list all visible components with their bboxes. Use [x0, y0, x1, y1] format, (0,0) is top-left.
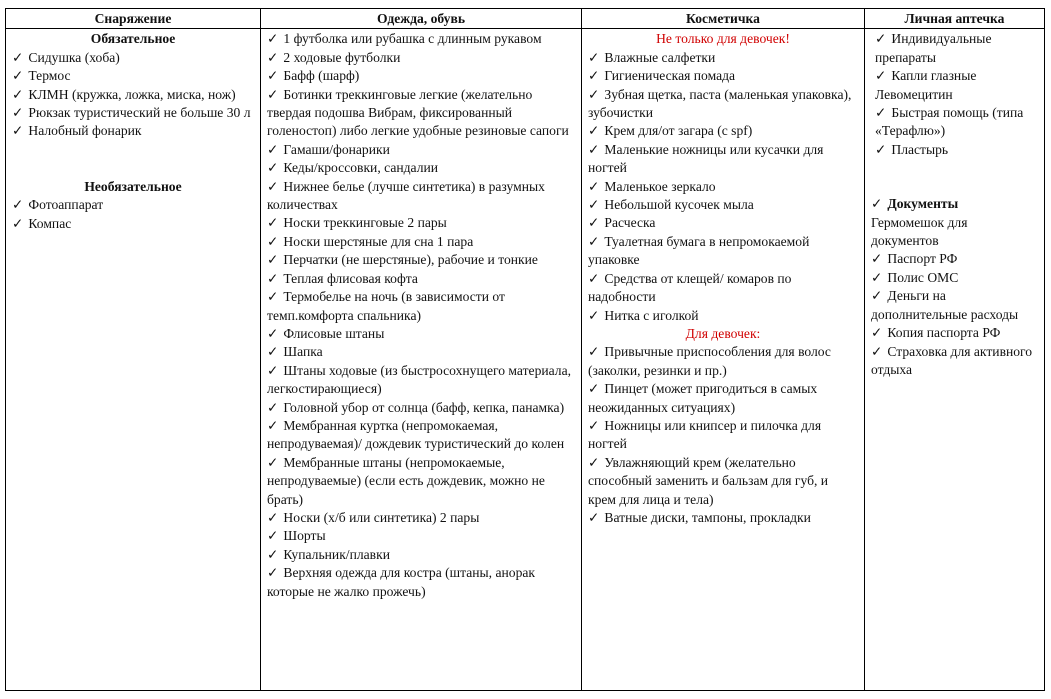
page [5, 8, 1045, 691]
check-icon: ✓ [12, 105, 24, 121]
optional-list [12, 196, 254, 233]
list-item [588, 509, 858, 527]
first-aid-cell [865, 29, 1045, 691]
required-subtitle: Обязательное [90, 31, 176, 47]
list-item [588, 214, 858, 232]
documents-title-row [871, 195, 1038, 213]
list-item-text: Влажные салфетки [604, 49, 716, 65]
check-icon: ✓ [12, 215, 24, 231]
list-item [875, 104, 1038, 141]
documents-intro: Гермомешок для документов [871, 214, 968, 249]
check-icon: ✓ [875, 68, 887, 84]
list-item-text: Мембранные штаны (непромокаемые, непродуваемые) (если есть дождевик, можно не брать) [267, 454, 545, 507]
check-icon: ✓ [875, 31, 887, 47]
check-icon: ✓ [588, 233, 600, 249]
check-icon: ✓ [267, 565, 279, 581]
required-list [12, 49, 254, 141]
list-item [267, 30, 575, 48]
check-icon: ✓ [12, 49, 24, 65]
list-item [267, 417, 575, 454]
check-icon: ✓ [267, 344, 279, 360]
list-item-text: Страховка для активного отдыха [871, 343, 1033, 377]
list-item-text: Компас [28, 215, 72, 231]
content-row [6, 29, 1045, 691]
list-item-text: Головной убор от солнца (бафф, кепка, панамка) [283, 399, 565, 415]
list-item [267, 325, 575, 343]
list-item [875, 141, 1038, 159]
check-icon: ✓ [871, 288, 883, 304]
list-item [267, 159, 575, 177]
list-item-text: Носки треккинговые 2 пары [283, 215, 447, 231]
list-item [871, 269, 1038, 287]
check-icon: ✓ [588, 197, 600, 213]
check-icon: ✓ [588, 270, 600, 286]
check-icon: ✓ [267, 528, 279, 544]
header-cosmetics: Косметичка [582, 9, 865, 29]
list-item-text: Пинцет (может пригодиться в самых неожиданных ситуациях) [588, 381, 818, 415]
list-item [588, 270, 858, 307]
list-item [12, 104, 254, 122]
list-item [267, 251, 575, 269]
list-item [588, 196, 858, 214]
cosmetics-common-list [588, 49, 858, 325]
list-item-text: Штаны ходовые (из быстросохнущего материала, легкостирающиеся) [267, 362, 572, 397]
check-icon: ✓ [267, 270, 279, 286]
header-clothing: Одежда, обувь [261, 9, 582, 29]
list-item [871, 250, 1038, 268]
list-item [267, 49, 575, 67]
cosmetics-cell [582, 29, 865, 691]
check-icon: ✓ [267, 252, 279, 268]
list-item-text: Увлажняющий крем (желательно способный заменить и бальзам для губ, и крем для лица и тела) [588, 454, 829, 507]
list-item-text: Налобный фонарик [28, 123, 142, 139]
list-item-text: Носки (х/б или синтетика) 2 пары [283, 509, 480, 525]
header-row [6, 9, 1045, 29]
check-icon: ✓ [588, 141, 600, 157]
list-item [871, 324, 1038, 342]
list-item-text: Деньги на дополнительные расходы [871, 288, 1019, 322]
list-item [588, 307, 858, 325]
list-item-text: Средства от клещей/ комаров по надобности [588, 270, 792, 305]
not-only-girls-subtitle: Не только для девочек! [656, 31, 790, 47]
cosmetics-girls-list [588, 343, 858, 527]
check-icon: ✓ [12, 123, 24, 139]
list-item-text: Термобелье на ночь (в зависимости от темп.комфорта спальника) [267, 289, 505, 323]
first-aid-list [871, 30, 1038, 159]
clothing-cell [261, 29, 582, 691]
check-icon: ✓ [267, 49, 279, 65]
check-icon: ✓ [588, 381, 600, 397]
list-item-text: Шорты [283, 528, 326, 544]
list-item-text: Бафф (шарф) [283, 68, 360, 84]
list-item-text: Гигиеническая помада [604, 68, 736, 84]
header-equipment: Снаряжение [6, 9, 261, 29]
header-first-aid: Личная аптечка [865, 9, 1045, 29]
list-item [12, 122, 254, 140]
check-icon: ✓ [267, 215, 279, 231]
list-item [588, 454, 858, 509]
list-item-text: 2 ходовые футболки [283, 49, 401, 65]
check-icon: ✓ [875, 105, 887, 121]
list-item [267, 86, 575, 141]
check-icon: ✓ [588, 86, 600, 102]
list-item-text: Капли глазные Левомецитин [875, 68, 977, 102]
list-item-text: Туалетная бумага в непромокаемой упаковке [588, 233, 810, 268]
list-item-text: Маленькие ножницы или кусачки для ногтей [588, 141, 824, 176]
list-item [267, 178, 575, 215]
optional-subtitle: Необязательное [84, 178, 182, 194]
list-item [267, 214, 575, 232]
list-item [267, 343, 575, 361]
list-item-text: Флисовые штаны [283, 325, 385, 341]
list-item-text: КЛМН (кружка, ложка, миска, нож) [28, 86, 236, 102]
list-item [588, 49, 858, 67]
list-item [267, 270, 575, 288]
check-icon: ✓ [267, 141, 279, 157]
list-item [267, 564, 575, 601]
list-item-text: Привычные приспособления для волос (заколки, резинки и пр.) [588, 344, 831, 378]
list-item-text: Расческа [604, 215, 656, 231]
check-icon: ✓ [871, 251, 883, 267]
list-item-text: Полис ОМС [887, 269, 959, 285]
equipment-cell [6, 29, 261, 691]
check-icon: ✓ [12, 197, 24, 213]
list-item-text: Кеды/кроссовки, сандалии [283, 160, 439, 176]
spacer [12, 141, 254, 178]
list-item-text: Перчатки (не шерстяные), рабочие и тонкие [283, 252, 538, 268]
list-item-text: Термос [28, 68, 71, 84]
list-item [875, 67, 1038, 104]
check-icon: ✓ [871, 196, 883, 212]
list-item [871, 343, 1038, 380]
check-icon: ✓ [588, 123, 600, 139]
list-item [588, 86, 858, 123]
list-item [12, 196, 254, 214]
check-icon: ✓ [267, 399, 279, 415]
list-item-text: Индивидуальные препараты [875, 31, 992, 65]
check-icon: ✓ [588, 417, 600, 433]
list-item-text: 1 футболка или рубашка с длинным рукавом [283, 31, 542, 47]
list-item [267, 454, 575, 509]
list-item [12, 215, 254, 233]
check-icon: ✓ [12, 86, 24, 102]
check-icon: ✓ [267, 233, 279, 249]
list-item-text: Зубная щетка, паста (маленькая упаковка), зубочистки [588, 86, 852, 121]
list-item [267, 233, 575, 251]
check-icon: ✓ [871, 269, 883, 285]
check-icon: ✓ [267, 86, 279, 102]
check-icon: ✓ [871, 325, 883, 341]
list-item-text: Нижнее белье (лучше синтетика) в разумных количествах [267, 178, 545, 213]
list-item-text: Копия паспорта РФ [887, 325, 1001, 341]
check-icon: ✓ [267, 68, 279, 84]
check-icon: ✓ [267, 160, 279, 176]
list-item [871, 287, 1038, 324]
check-icon: ✓ [588, 68, 600, 84]
check-icon: ✓ [588, 344, 600, 360]
list-item [12, 67, 254, 85]
list-item-text: Верхняя одежда для костра (штаны, анорак которые не жалко прожечь) [267, 565, 536, 599]
list-item [588, 67, 858, 85]
list-item [12, 86, 254, 104]
check-icon: ✓ [588, 49, 600, 65]
list-item-text: Сидушка (хоба) [28, 49, 120, 65]
documents-title: Документы [887, 196, 959, 212]
list-item [267, 288, 575, 325]
check-icon: ✓ [12, 68, 24, 84]
spacer [871, 159, 1038, 195]
list-item-text: Рюкзак туристический не больше 30 л [28, 105, 251, 121]
list-item [588, 122, 858, 140]
check-icon: ✓ [267, 454, 279, 470]
check-icon: ✓ [875, 141, 887, 157]
check-icon: ✓ [267, 178, 279, 194]
check-icon: ✓ [588, 307, 600, 323]
list-item [588, 380, 858, 417]
check-icon: ✓ [267, 417, 279, 433]
check-icon: ✓ [267, 325, 279, 341]
list-item [267, 362, 575, 399]
check-icon: ✓ [588, 509, 600, 525]
list-item [588, 178, 858, 196]
list-item [267, 527, 575, 545]
list-item [267, 141, 575, 159]
list-item-text: Ботинки треккинговые легкие (желательно твердая подошва Вибрам, фиксированный голеностоп) либо легкие удобные резиновые сапоги [267, 86, 569, 139]
list-item [588, 141, 858, 178]
check-icon: ✓ [267, 289, 279, 305]
documents-list [871, 250, 1038, 379]
list-item [267, 546, 575, 564]
list-item-text: Быстрая помощь (типа «Терафлю») [875, 105, 1024, 139]
list-item-text: Гамаши/фонарики [283, 141, 390, 157]
list-item [12, 49, 254, 67]
list-item-text: Маленькое зеркало [604, 178, 716, 194]
list-item-text: Шапка [283, 344, 323, 360]
list-item-text: Крем для/от загара (с spf) [604, 123, 753, 139]
list-item-text: Ножницы или книпсер и пилочка для ногтей [588, 417, 822, 452]
list-item-text: Небольшой кусочек мыла [604, 197, 754, 213]
list-item-text: Пластырь [891, 141, 949, 157]
clothing-list [267, 30, 575, 601]
list-item [588, 343, 858, 380]
list-item [588, 417, 858, 454]
list-item [267, 509, 575, 527]
list-item [875, 30, 1038, 67]
check-icon: ✓ [267, 546, 279, 562]
list-item-text: Купальник/плавки [283, 546, 390, 562]
list-item [267, 399, 575, 417]
list-item-text: Ватные диски, тампоны, прокладки [604, 509, 811, 525]
check-icon: ✓ [267, 509, 279, 525]
list-item-text: Носки шерстяные для сна 1 пара [283, 233, 474, 249]
check-icon: ✓ [588, 178, 600, 194]
list-item [267, 67, 575, 85]
check-icon: ✓ [588, 215, 600, 231]
girls-subtitle: Для девочек: [685, 325, 761, 341]
check-icon: ✓ [267, 31, 279, 47]
list-item-text: Паспорт РФ [887, 251, 958, 267]
check-icon: ✓ [588, 454, 600, 470]
list-item-text: Теплая флисовая кофта [283, 270, 418, 286]
list-item [588, 233, 858, 270]
check-icon: ✓ [871, 343, 883, 359]
list-item-text: Мембранная куртка (непромокаемая, непродуваемая)/ дождевик туристический до колен [267, 417, 565, 452]
list-item-text: Фотоаппарат [28, 197, 104, 213]
check-icon: ✓ [267, 362, 279, 378]
list-item-text: Нитка с иголкой [604, 307, 699, 323]
packing-list-table [5, 8, 1045, 691]
